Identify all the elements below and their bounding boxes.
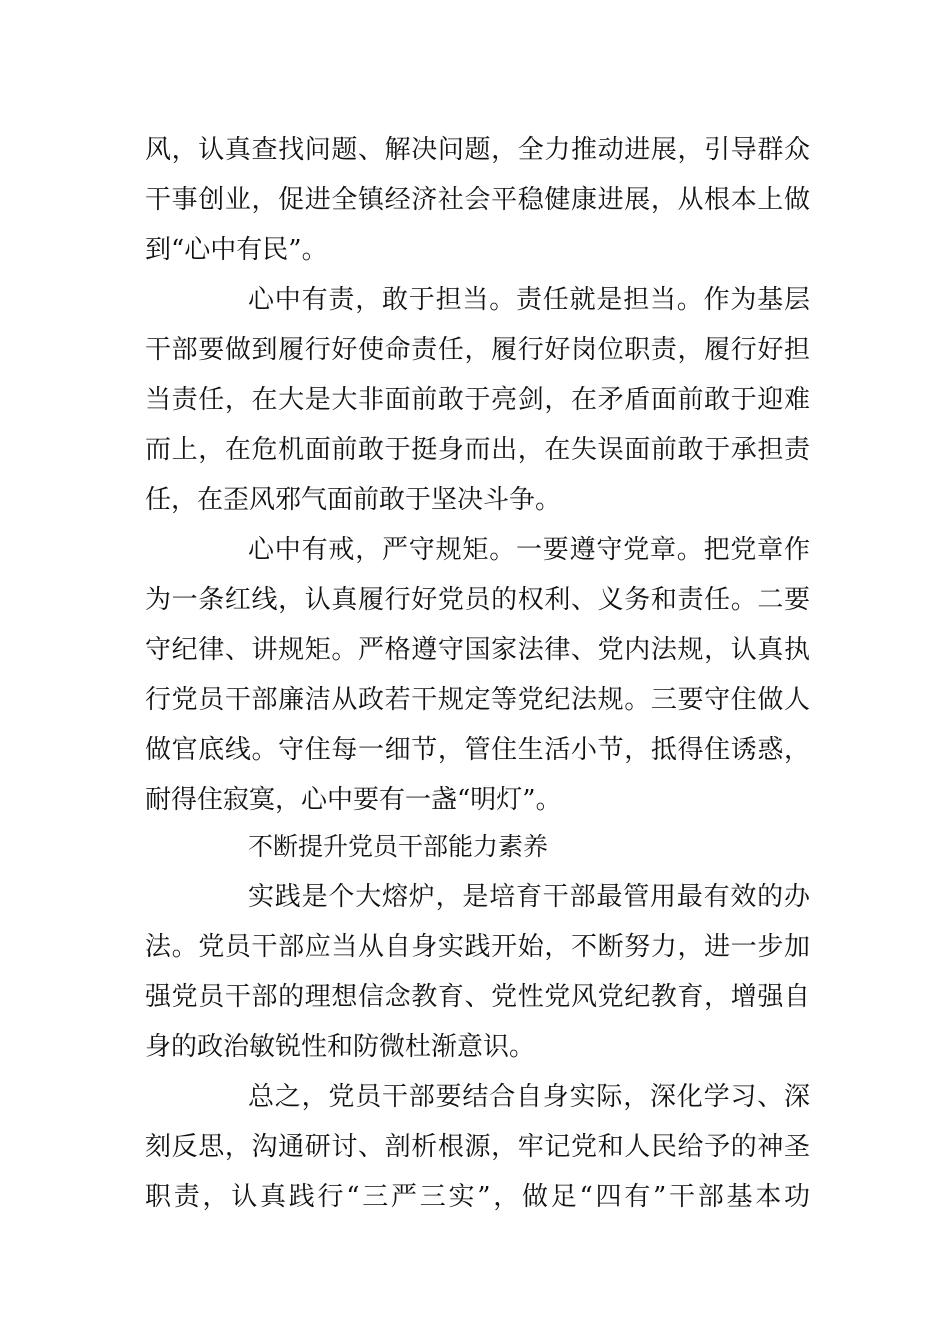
text-line: 任，在歪风邪气面前敢于坚决斗争。	[145, 485, 562, 515]
paragraph-first-line: 心中有责，敢于担当。责任就是担当。作为基层	[248, 285, 810, 315]
text-line: 强党员干部的理想信念教育、党性党风党纪教育，增强自	[145, 982, 810, 1012]
paragraph-first-line: 总之，党员干部要结合自身实际，深化学习、深	[248, 1082, 810, 1112]
text-line: 当责任，在大是大非面前敢于亮剑，在矛盾面前敢于迎难	[145, 385, 810, 415]
text-line: 到“心中有民”。	[145, 235, 328, 265]
paragraph-first-line: 心中有戒，严守规矩。一要遵守党章。把党章作	[248, 535, 810, 565]
text-line: 耐得住寂寞，心中要有一盏“明灯”。	[145, 785, 562, 815]
text-line: 法。党员干部应当从自身实践开始，不断努力，进一步加	[145, 932, 810, 962]
text-line: 做官底线。守住每一细节，管住生活小节，抵得住诱惑，	[145, 735, 810, 765]
text-line: 身的政治敏锐性和防微杜渐意识。	[145, 1032, 536, 1062]
text-line: 干部要做到履行好使命责任，履行好岗位职责，履行好担	[145, 335, 810, 365]
text-line: 风，认真查找问题、解决问题，全力推动进展，引导群众	[145, 135, 810, 165]
text-line: 行党员干部廉洁从政若干规定等党纪法规。三要守住做人	[145, 685, 810, 715]
text-line: 刻反思，沟通研讨、剖析根源，牢记党和人民给予的神圣	[145, 1132, 810, 1162]
text-line: 守纪律、讲规矩。严格遵守国家法律、党内法规，认真执	[145, 635, 810, 665]
text-line: 干事创业，促进全镇经济社会平稳健康进展，从根本上做	[145, 185, 810, 215]
text-line: 职责，认真践行“三严三实”，做足“四有”干部基本功	[145, 1182, 810, 1212]
text-line: 为一条红线，认真履行好党员的权利、义务和责任。二要	[145, 585, 810, 615]
section-heading: 不断提升党员干部能力素养	[248, 832, 549, 861]
paragraph-first-line: 实践是个大熔炉，是培育干部最管用最有效的办	[248, 882, 810, 912]
text-line: 而上，在危机面前敢于挺身而出，在失误面前敢于承担责	[145, 435, 810, 465]
